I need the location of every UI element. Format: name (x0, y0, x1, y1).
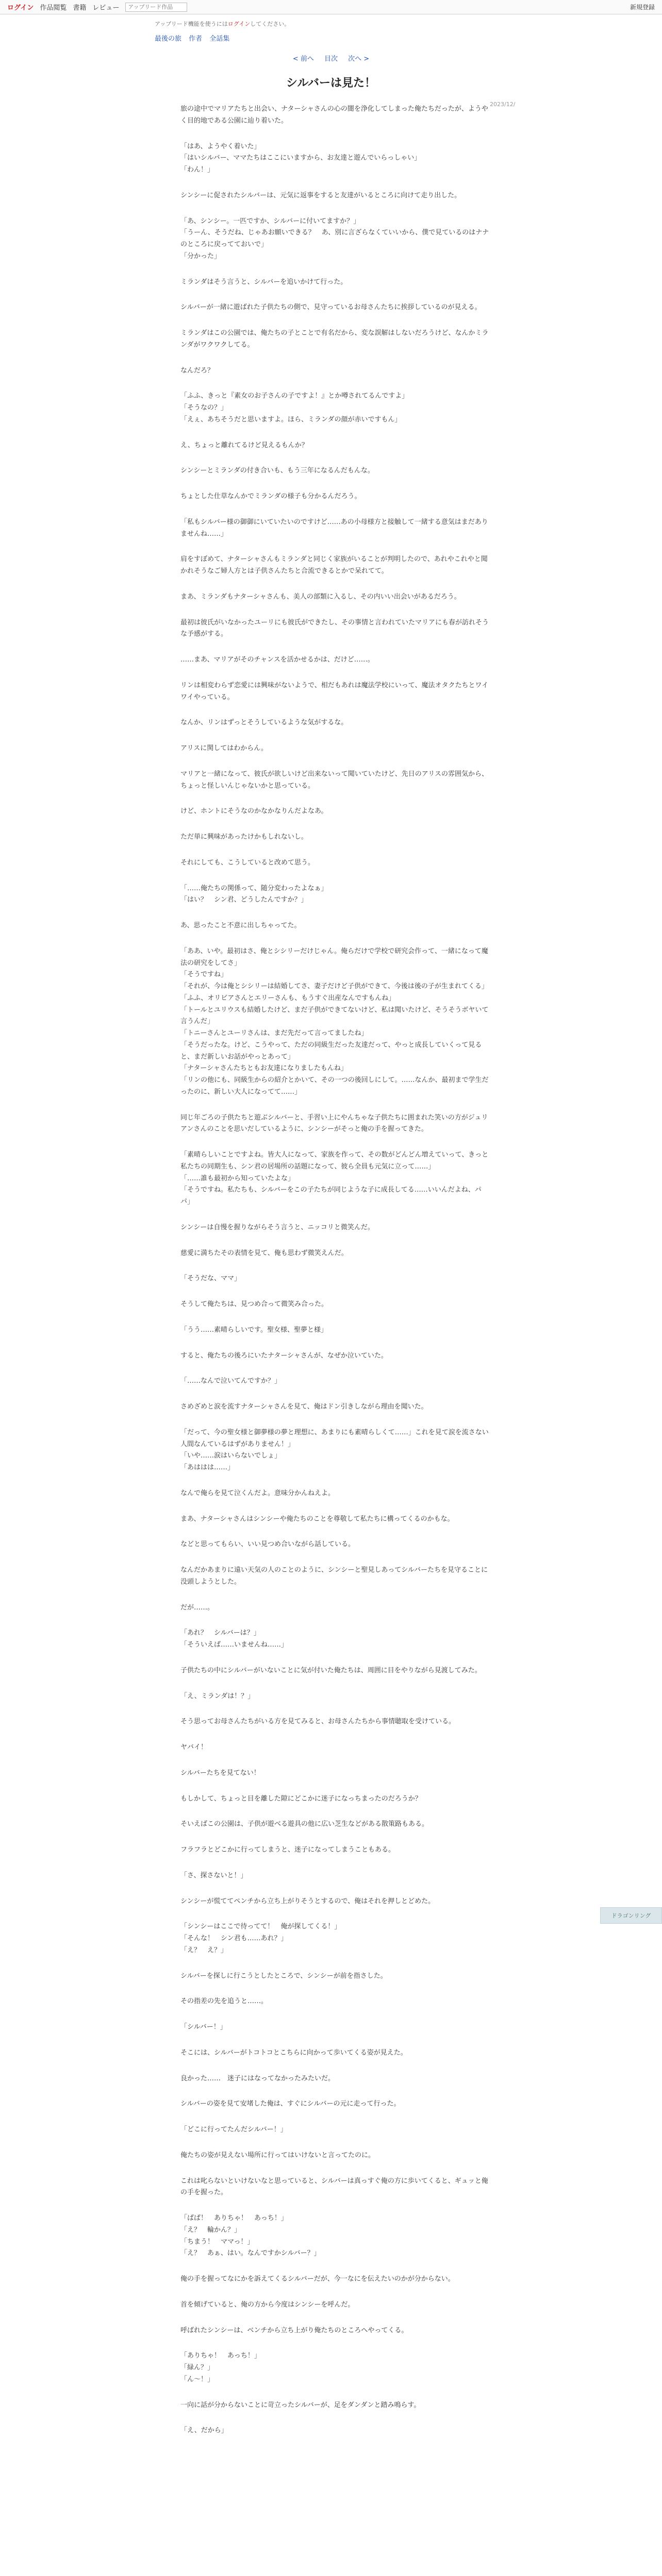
chapter-pager (0, 53, 662, 63)
floating-side-button[interactable]: ドラゴンリング (600, 1907, 662, 1924)
novel-paragraph: まあ、ミランダもナターシャさんも、美人の部類に入るし、その内いい出会いがあるだろう。 (180, 592, 461, 601)
nav-link-works[interactable]: 作品閲覧 (40, 4, 67, 12)
novel-paragraph: これは叱らないといけないなと思っていると、シルバーは真っすぐ俺の方に歩いてくると、ギュッと俺の手を握った。 (180, 2177, 488, 2197)
novel-paragraph: 「ふふ、きっと『素女のお子さんの子ですよ！』とか噂されてるんですよ」 「そうなの？」 「えぇ、あちそうだと思いますよ。ほら、ミランダの顔が赤いですもん」 (180, 392, 409, 423)
novel-paragraph: 首を傾げていると、俺の方から今度はシンシーを呼んだ。 (180, 2300, 355, 2309)
novel-paragraph: その指差の先を追うと……。 (180, 1997, 268, 2006)
novel-paragraph: ……まあ、マリアがそのチャンスを活かせるかは、だけど……。 (180, 656, 374, 664)
novel-paragraph: シルバーを探しに行こうとしたところで、シンシーが前を指さした。 (180, 1972, 387, 1980)
notice-text-after: してください。 (250, 21, 290, 27)
novel-paragraph: シルバーが一緒に遊ばれた子供たちの側で、見守っているお母さんたちに挨拶しているのが見える。 (180, 303, 482, 312)
novel-paragraph: 「シルバー！」 (180, 2023, 227, 2031)
novel-paragraph: 「そうだな、ママ」 (180, 1275, 241, 1283)
novel-paragraph: ミランダはそう言うと、シルバーを追いかけて行った。 (180, 278, 347, 286)
novel-body (180, 104, 490, 2437)
novel-paragraph: なんだろ？ (180, 366, 214, 375)
novel-paragraph: 肩をすぼめて、ナターシャさんもミランダと同じく家族がいることが判明したので、あれやこれやと聞かれそうなご婦人方とは子供さんたちと合流できるとかで呆れてて。 (180, 555, 488, 575)
novel-paragraph: そう思ってお母さんたちがいる方を見てみると、お母さんたちから事情聴取を受けている。 (180, 1718, 456, 1726)
novel-paragraph: 「さ、探さないと！」 (180, 1871, 247, 1879)
novel-paragraph: 俺の手を握ってなにかを訴えてくるシルバーだが、今一なにを伝えたいのかが分からない。 (180, 2275, 455, 2283)
novel-paragraph: 「あれ？ シルバーは？」 「そういえば……いませんね……」 (180, 1629, 288, 1649)
nav-link-books[interactable]: 書籍 (73, 4, 87, 12)
novel-paragraph: ミランダはこの公園では、俺たちの子とことで有名だから、変な誤解はしないだろうけど、なんかミランダがワクワクしてる。 (180, 329, 489, 349)
novel-paragraph: もしかして、ちょっと目を離した隙にどこかに迷子になっちまったのだろうか？ (180, 1794, 422, 1803)
novel-paragraph: 「素晴らしいことですよね。皆大人になって、家族を作って、その数がどんどん増えていって、きっと私たちの同期生も、シン君の居場所の話題になって、彼ら全員も元気に立って……」 「……誰も最初から知っていたよな」 「そうですね。私たちも、シルバーをこの子たちが同じような子に成長してる……いいんだよね、パパ」 (180, 1151, 489, 1206)
novel-paragraph: さめざめと涙を流すナターシャさんを見て、俺はドン引きしながら理由を聞いた。 (180, 1403, 428, 1411)
novel-paragraph: なんで俺らを見て泣くんだよ。意味分かんねえよ。 (180, 1489, 335, 1497)
novel-paragraph: 「どこに行ってたんだシルバー！」 (180, 2126, 287, 2133)
novel-paragraph: 俺たちの姿が見えない場所に行ってはいけないと言ってたのに。 (180, 2151, 375, 2159)
novel-paragraph: マリアと一緒になって、彼氏が欲しいけど出来ないって聞いていたけど、先日のアリスの雰囲気から、ちょっと怪しいんじゃないかと思っている。 (180, 770, 488, 790)
novel-paragraph: え、ちょっと離れてるけど見えるもんか？ (180, 441, 308, 449)
novel-paragraph: それにしても、こうしていると改めて思う。 (180, 858, 315, 867)
breadcrumb-author[interactable]: 作者 (189, 35, 203, 43)
novel-paragraph: アリスに関してはわからん。 (180, 744, 268, 752)
novel-paragraph: 「あ、シンシー。一匹ですか、シルバーに付いてますか？」 「うーん、そうだね、じゃあお願いできる？ あ、別に言ざらなくていいから、僕で見ているのはナナのところに戻ってておいで」 「分かった」 (180, 217, 489, 260)
novel-paragraph: 「はあ、ようやく着いた」 「はいシルバー、ママたちはここにいますから、お友達と遊んでいらっしゃい」 「わん！」 (180, 142, 421, 174)
post-date: 2023/12/ (490, 101, 516, 108)
novel-paragraph: シンシーは自慢を握りながらそう言うと、ニッコリと微笑んだ。 (180, 1223, 374, 1231)
novel-paragraph: すると、俺たちの後ろにいたナターシャさんが、なぜか泣いていた。 (180, 1351, 388, 1360)
novel-paragraph: 「ありちゃ！ あっち！」 「緑ん？」 「ん～！」 (180, 2352, 261, 2383)
novel-paragraph: 「……俺たちの関係って、随分変わったよなぁ」 「はい？ シン君、どうしたんですか？」 (180, 884, 328, 904)
novel-paragraph: 「うう……素晴らしいです。聖女様、聖夢と様」 (180, 1326, 327, 1334)
novel-paragraph: 「ああ、いや。最初はさ、俺とシシリーだけじゃん。俺らだけで学校で研究会作って、一緒になって魔法の研究をしてさ」 「そうですね」 「それが、今は俺とシシリーは結婚してさ、妻子だけど子供ができて、今後は後の子が生まれてくる」 「ふふ、オリビアさんとエリーさんも、もうすぐ出産なんですもんね」 「トールとユリウスも結婚したけど、まだ子供ができてないけど、私は聞いたけど、そうそうボヤいて言うんだ」 「トニーさんとユーリさんは、まだ先だって言ってましたね」 「そうだったな。けど、こうやって、ただの同級生だった友達だって、やっと成長していくって見ると、まだ新しいお話がやっとあって」 「ナターシャさんたちともお友達になりましたもんね」 「リンの他にも、同級生からの紹介とかいて、その一つの後回しにして。……なんか、最初まで学生だったのに、新しい大人になってて……」 (180, 947, 489, 1096)
breadcrumb-series[interactable]: 最後の旅 (155, 35, 182, 43)
top-nav-left (7, 2, 630, 12)
breadcrumb (155, 33, 662, 43)
notice-login-link[interactable]: ログイン (227, 21, 251, 27)
prev-chapter-link[interactable]: < 前へ (292, 55, 314, 63)
novel-paragraph: なんか、リンはずっとそうしているような気がするな。 (180, 719, 348, 727)
novel-paragraph: そうして俺たちは、見つめ合って微笑み合った。 (180, 1300, 328, 1308)
novel-paragraph: 一向に話が分からないことに苛立ったシルバーが、足をダンダンと踏み鳴らす。 (180, 2401, 421, 2409)
novel-paragraph: 「シンシーはここで待ってて！ 俺が探してくる！」 「そんな！ シン君も……あれ？」 「え？ え？」 (180, 1923, 341, 1954)
novel-paragraph: 慈愛に満ちたその表情を見て、俺も思わず微笑えんだ。 (180, 1249, 348, 1257)
next-chapter-link[interactable]: 次へ > (348, 55, 370, 63)
novel-paragraph: シンシーが慌ててペンチから立ち上がりそうとするので、俺はそれを押しとどめた。 (180, 1897, 435, 1905)
novel-paragraph: だが……。 (180, 1603, 214, 1612)
novel-paragraph: 最初は彼氏がいなかったユーリにも彼氏ができたし、その事情と言われていたマリアにも春が訪れそうな予感がする。 (180, 618, 489, 638)
nav-link-reviews[interactable]: レビュー (92, 4, 120, 12)
novel-paragraph: ヤバイ！ (180, 1743, 208, 1751)
novel-paragraph: フラフラとどこかに行ってしまうと、迷子になってしまうこともある。 (180, 1846, 395, 1854)
novel-paragraph: まあ、ナターシャさんはシンシーや俺たちのことを尊敬して私たちに構ってくるのかもな。 (180, 1515, 454, 1523)
novel-paragraph: 「え、ミランダは！？」 (180, 1692, 255, 1700)
novel-paragraph: 「ぱぱ！ ありちゃ！ あっち！」 「え？ 輪かん？」 「ちまう！ ママっ！」 「え？ あぁ、はい。なんですかシルバー？」 (180, 2214, 321, 2258)
novel-paragraph: リンは相変わらず恋愛には興味がないようで、相だもあれは魔法学校にいって、魔法オタクたちとワイワイやっている。 (180, 681, 489, 701)
novel-paragraph: 「……なんで泣いてんですか？」 (180, 1377, 282, 1385)
novel-paragraph: けど、ホントにそうなのかなかなりんだよなあ。 (180, 807, 328, 816)
novel-paragraph: 「だって、今の聖女様と御夢様の夢と理想に、あまりにも素晴らしくて……」これを見て涙を流さない人間なんているはずがありません！」 「いや……涙はいらないでしょ」 「あははは……」 (180, 1428, 489, 1471)
novel-paragraph: 「え、だから」 (180, 2427, 228, 2435)
novel-paragraph: 良かった…… 迷子にはなってなかったみたいだ。 (180, 2074, 335, 2082)
notice-text-before: アップリード機能を使うには (155, 21, 228, 27)
novel-paragraph: などと思ってもらい、いい見つめ合いながら話している。 (180, 1540, 355, 1549)
novel-paragraph: そこには、シルバーがトコトコとこちらに向かって歩いてくる姿が見えた。 (180, 2048, 407, 2057)
novel-paragraph: 呼ばれたシンシーは、ベンチから立ち上がり俺たちのところへやってくる。 (180, 2326, 408, 2334)
breadcrumb-all-episodes[interactable]: 全話集 (209, 35, 230, 43)
novel-paragraph: あ、思ったこと不意に出しちゃってた。 (180, 922, 301, 929)
novel-paragraph: シルバーの姿を見て安堵した俺は、すぐにシルバーの元に走って行った。 (180, 2100, 401, 2108)
table-of-contents-link[interactable]: 目次 (324, 55, 338, 63)
novel-paragraph: そいえばこの公園は、子供が遊べる遊具の他に広い芝生などがある散策路もある。 (180, 1820, 429, 1828)
novel-paragraph: 同じ年ごろの子供たちと遊ぶシルバーと、手習い上にやんちゃな子供たちに囲まれた笑いの方がジュリアンさんのことを思いだしているように、シンシーがそっと俺の手を握ってきた。 (180, 1113, 488, 1133)
novel-paragraph: なんだかあまりに遠い天気の人のことのように、シンシーと聖見しあってシルバーたちを見守ることに没頭しようとした。 (180, 1566, 488, 1586)
login-link[interactable]: ログイン (7, 4, 34, 12)
novel-paragraph: シルバーたちを見てない！ (180, 1769, 260, 1777)
novel-paragraph: ただ単に興味があったけかもしれないし。 (180, 833, 308, 841)
novel-paragraph: 旅の途中でマリアたちと出会い、ナターシャさんの心の闇を浄化してしまった俺たちだったが、ようやく目的地である公園に辿り着いた。 (180, 105, 488, 125)
novel-paragraph: 子供たちの中にシルバーがいないことに気が付いた俺たちは、周囲に目をやりながら見渡してみた。 (180, 1666, 482, 1674)
novel-paragraph: 「私もシルバー様の御御にいていたいのですけど……あの小母様方と接触して一緒する意気はまだありませんね……」 (180, 518, 488, 538)
novel-paragraph: ちょとした仕草なんかでミランダの様子も分かるんだろう。 (180, 493, 361, 500)
novel-paragraph: シンシーとミランダの付き合いも、もう三年になるんだもんな。 (180, 467, 374, 475)
login-notice (155, 20, 662, 28)
novel-paragraph: シンシーに促されたシルバーは、元気に返事をすると友達がいるところに向けて走り出した。 (180, 191, 461, 199)
top-navigation-bar (0, 0, 662, 14)
register-link[interactable]: 新規登録 (630, 4, 655, 11)
search-input[interactable] (125, 3, 187, 12)
chapter-title: シルバーは見た！ (286, 77, 376, 90)
